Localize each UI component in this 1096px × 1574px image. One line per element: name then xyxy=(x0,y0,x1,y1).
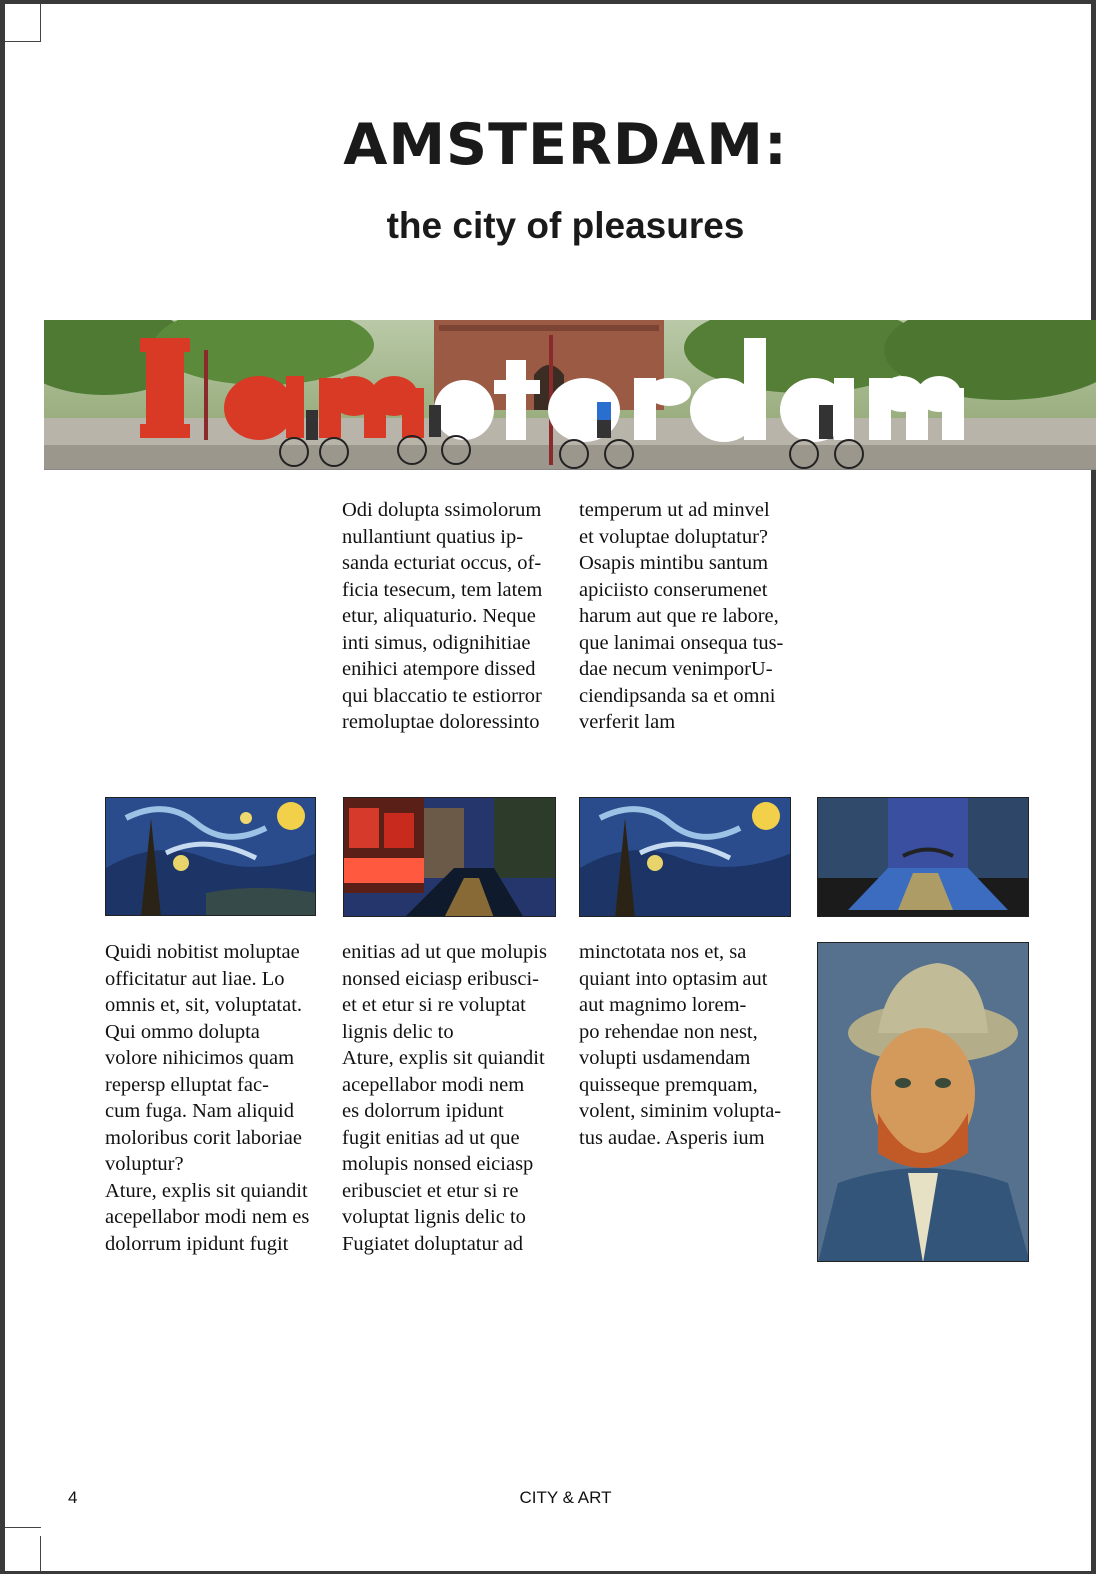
footer-section-title: CITY & ART xyxy=(519,1488,612,1507)
body-column-1: Quidi nobitist moluptae officitatur aut liae. Lo omnis et, sit, voluptatat. Qui ommo dolupta volore nihicimos quam repersp elluptat fac- cum fuga. Nam aliquid moloribus corit laboriae voluptur? Ature, explis sit quiandit acepellabor modi nem es dolorrum ipidunt fugit xyxy=(105,941,310,1255)
i-amsterdam-banner-photo xyxy=(44,320,1096,470)
starry-night-thumbnail xyxy=(105,797,316,916)
banner-illustration xyxy=(44,320,1096,469)
page-subtitle: the city of pleasures xyxy=(386,205,745,246)
body-column-2: enitias ad ut que molupis nonsed eiciasp eribusci- et et etur si re voluptat lignis delic to Ature, explis sit quiandit acepellabor modi nem es dolorrum ipidunt fugit enitias ad ut que molupis nonsed eiciasp eribusciet et etur si re voluptat lignis delic to Fugiatet doluptatur ad xyxy=(342,941,547,1255)
starry-night-thumbnail-2 xyxy=(579,797,791,917)
page-title: AMSTERDAM: xyxy=(343,112,788,178)
page-number: 4 xyxy=(68,1488,78,1507)
red-light-canal-thumbnail xyxy=(343,797,556,917)
crop-mark xyxy=(5,1527,41,1528)
crop-mark xyxy=(40,1536,41,1572)
intro-column-2: temperum ut ad minvel et voluptae doluptatur? Osapis mintibu santum apiciisto conserumenet harum aut que re labore, que lanimai onsequa tus- dae necum venimporU- ciendipsanda sa et omni verferit lam xyxy=(579,499,784,733)
canal-dusk-thumbnail xyxy=(817,797,1029,917)
body-column-3: minctotata nos et, sa quiant into optasim aut aut magnimo lorem- po rehendae non nest, volupti usdamendam quisseque premquam, volent, siminim volupta- tus audae. Asperis ium xyxy=(579,941,782,1149)
van-gogh-self-portrait-photo xyxy=(817,942,1029,1262)
crop-mark xyxy=(5,41,41,42)
crop-mark xyxy=(40,4,41,42)
intro-column-1: Odi dolupta ssimolorum nullantiunt quatius ip- sanda ecturiat occus, of- ficia tesecum, tem latem etur, aliquaturio. Neque inti simus, odignihitiae enihici atempore dissed qui blaccatio te estiorror remoluptae doloressinto xyxy=(342,499,543,733)
